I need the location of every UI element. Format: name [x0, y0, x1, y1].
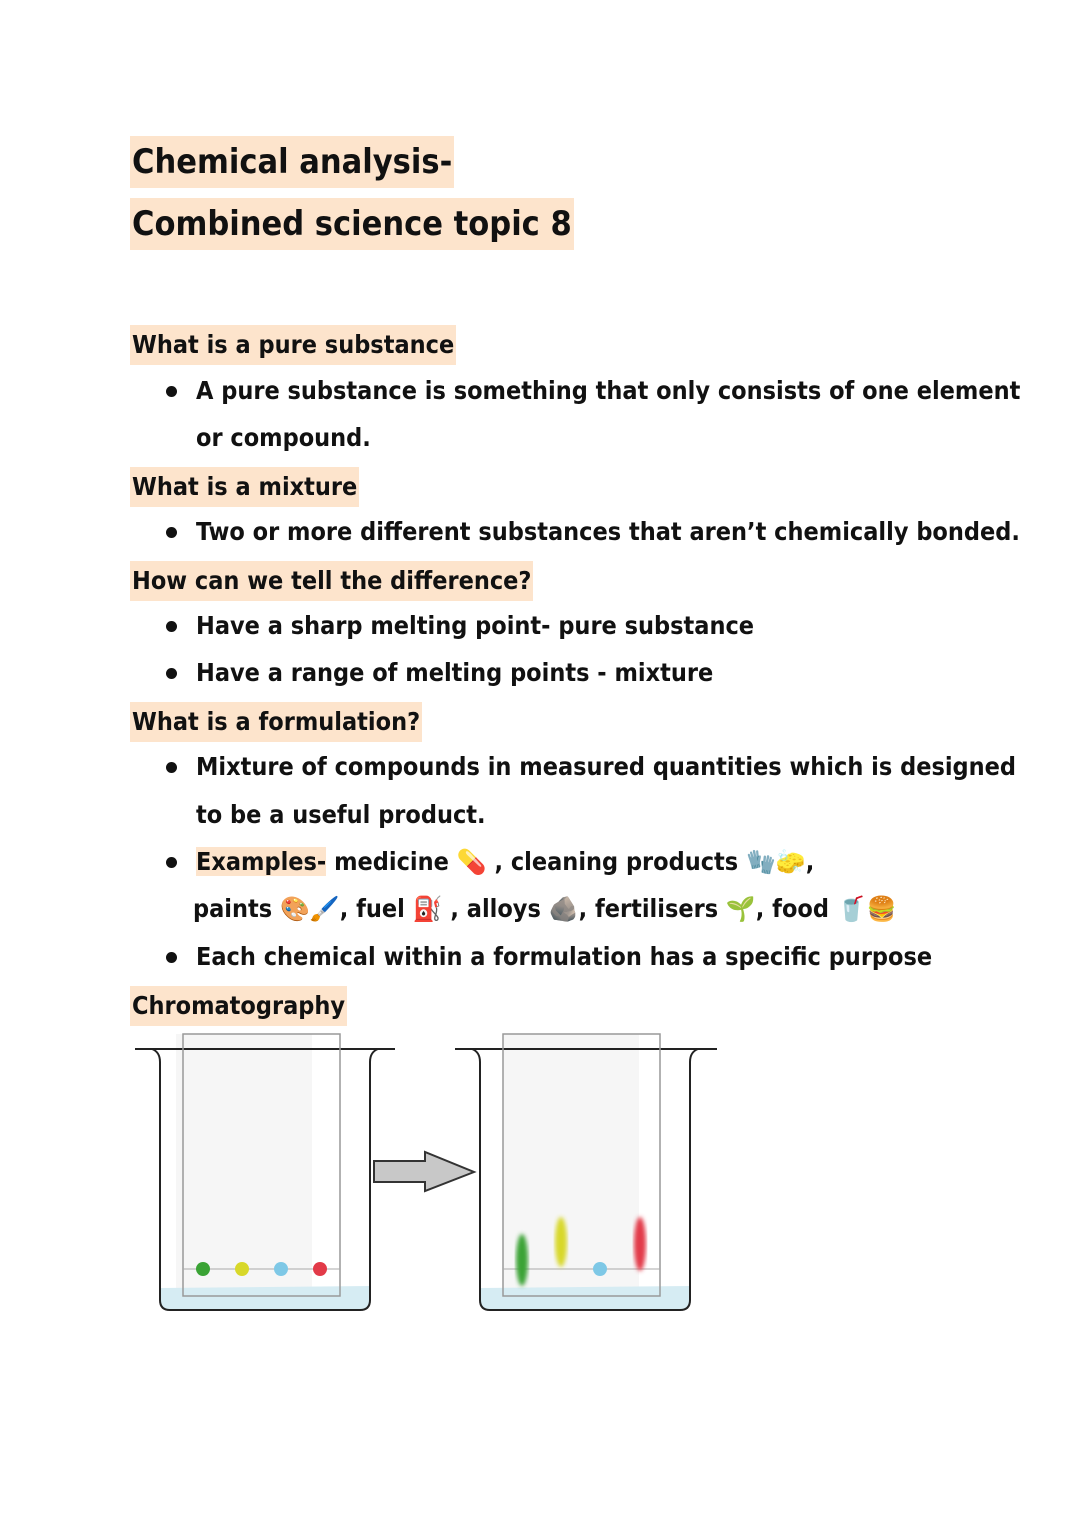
- example-fertilisers: , fertilisers: [578, 894, 726, 923]
- bullet-range-melting: Have a range of melting points - mixture: [196, 655, 713, 691]
- example-cleaning: , cleaning products: [486, 847, 747, 876]
- palette-brush-icon: 🎨🖌️: [279, 895, 340, 923]
- example-alloys: , alloys: [442, 894, 549, 923]
- examples-line2: [193, 891, 897, 927]
- bullet-specific-purpose: Each chemical within a formulation has a specific purpose: [196, 939, 932, 975]
- bullet-formulation-definition-cont: to be a useful product.: [196, 800, 486, 829]
- gloves-sponge-icon: 🧤🧽: [746, 848, 806, 876]
- seedling-icon: 🌱: [725, 895, 756, 923]
- comma: ,: [805, 847, 815, 876]
- bullet-pure-definition-cont: or compound.: [196, 423, 371, 452]
- page-title-line2: Combined science topic 8: [130, 198, 574, 250]
- heading-mixture: What is a mixture: [130, 467, 359, 507]
- beaker-before: [135, 1034, 395, 1310]
- page-title-line1: Chemical analysis-: [130, 136, 454, 188]
- chromatography-diagram: [130, 1020, 730, 1320]
- spot-blue: [274, 1262, 288, 1276]
- example-medicine: medicine: [326, 847, 457, 876]
- solvent: [160, 1286, 370, 1310]
- bullet-formulation-definition: Mixture of compounds in measured quantities which is designed: [196, 749, 1016, 785]
- band-red: [634, 1217, 646, 1271]
- solvent: [480, 1286, 690, 1310]
- paper-strip: [176, 1034, 312, 1294]
- bullet-mixture-definition: Two or more different substances that aren’t chemically bonded.: [196, 514, 1020, 550]
- rock-icon: 🪨: [548, 895, 579, 923]
- heading-difference: How can we tell the difference?: [130, 561, 533, 601]
- heading-chromatography: Chromatography: [130, 986, 347, 1026]
- pill-icon: 💊: [456, 848, 487, 876]
- example-food: , food: [755, 894, 837, 923]
- band-yellow: [555, 1217, 567, 1267]
- band-green: [516, 1234, 528, 1286]
- spot-green: [196, 1262, 210, 1276]
- spot-yellow: [235, 1262, 249, 1276]
- spot-red: [313, 1262, 327, 1276]
- fuel-pump-icon: ⛽: [412, 895, 443, 923]
- bullet-sharp-melting: Have a sharp melting point- pure substance: [196, 608, 754, 644]
- example-paints: paints: [193, 894, 280, 923]
- drink-burger-icon: 🥤🍔: [836, 895, 897, 923]
- example-fuel: , fuel: [339, 894, 413, 923]
- beaker-after: [455, 1034, 717, 1310]
- spot-blue: [593, 1262, 607, 1276]
- heading-pure-substance: What is a pure substance: [130, 325, 456, 365]
- examples-label: Examples-: [196, 847, 327, 876]
- arrow-icon: [374, 1152, 474, 1191]
- heading-formulation: What is a formulation?: [130, 702, 422, 742]
- bullet-examples: [196, 844, 814, 880]
- bullet-pure-definition: A pure substance is something that only consists of one element: [196, 373, 1020, 409]
